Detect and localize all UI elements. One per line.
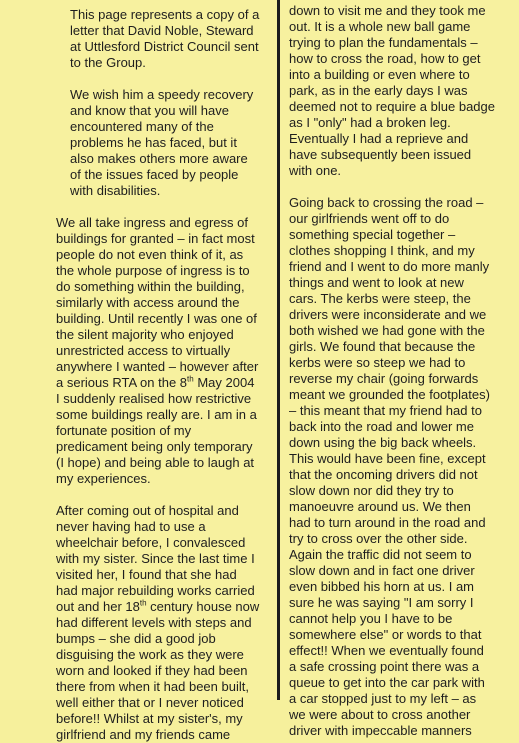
body-paragraph-visit: down to visit me and they took me out. It is a whole new ball game trying to plan the fundamentals – how to cross the road, how to get into a building or even where to park, as in the early days I was deemed not to require a blue badge as I "only" had a broken leg. Eventually I had a reprieve and have subsequently been issued with one. — [289, 3, 495, 178]
body-text: century house now had different levels with steps and bumps – she did a good job disguising the work as they were worn and looked if they had been there from when it had been built, well either that or I never noticed before!! Whilst at my sister's, my girlfriend and my friends came — [56, 599, 260, 742]
body-text: We all take ingress and egress of buildings for granted – in fact most people do not even think of it, as the whole purpose of ingress is to do something within the building, similarly with access around the building. Until recently I was one of the silent majority who enjoyed unrestricted access to virtually anywhere I wanted – however after a serious RTA on the 8 — [56, 215, 259, 390]
body-paragraph-hospital — [56, 503, 270, 743]
right-column — [289, 3, 517, 739]
body-paragraph-crossing-road: Going back to crossing the road – our girlfriends went off to do something special together – clothes shopping I think, and my friend and I went to do more manly things and went to look at new cars. The kerbs were steep, the drivers were inconsiderate and we both wished we had gone with the girls. We found that because the kerbs were so steep we had to reverse my chair (going forwards meant we grounded the footplates) – this meant that my friend had to back into the road and lower me down using the big back wheels. This would have been fine, except that the oncoming drivers did not slow down nor did they try to manoeuvre around us. We then had to turn around in the road and try to cross over the other side. Again the traffic did not seem to slow down and in fact one driver even bibbed his horn at us. I am sure he was saying "I am sorry I cannot help you I have to be somewhere else" or words to that effect!! When we eventually found a safe crossing point there was a queue to get into the car park with a car stopped just to my left – as we were about to cross another driver with impeccable manners — [289, 195, 490, 738]
ordinal-suffix: th — [187, 374, 194, 384]
intro-paragraph-1: This page represents a copy of a letter that David Noble, Steward at Uttlesford District Council sent to the Group. — [70, 7, 260, 70]
intro-paragraph-2: We wish him a speedy recovery and know that you will have encountered many of the problems he has faced, but it also makes others more aware of the issues faced by people with disabilities. — [70, 87, 254, 198]
body-paragraph-ingress — [56, 215, 270, 487]
body-text: May 2004 I suddenly realised how restrictive some buildings really are. I am in a fortunate position of my predicament being only temporary (I hope) and being able to laugh at my experiences. — [56, 375, 257, 486]
ordinal-suffix: th — [139, 598, 147, 608]
body-text: After coming out of hospital and never having had to use a wheelchair before, I convalesced with my sister. Since the last time I visited her, I found that she had had major rebuilding works carried out and her 18 — [56, 503, 255, 614]
column-divider — [277, 0, 280, 700]
left-column — [56, 7, 270, 743]
